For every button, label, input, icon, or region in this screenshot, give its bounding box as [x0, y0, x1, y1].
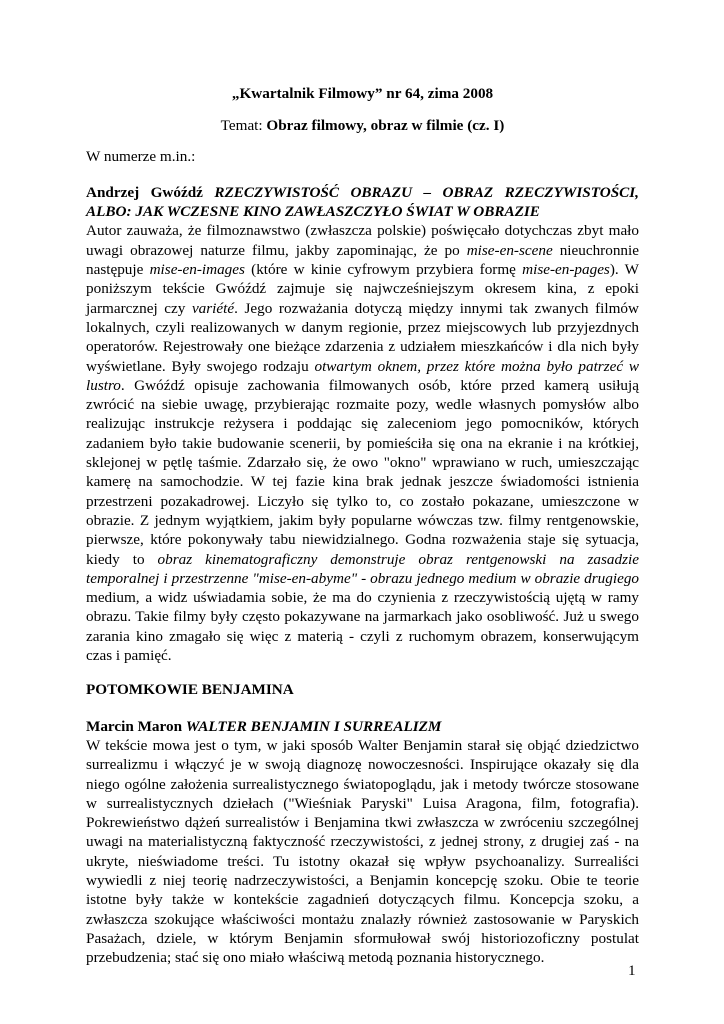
- article-1-body-segment: Autor zauważa, że filmoznawstwo (zwłaszcza polskie) poświęcało dotychczas zbyt mało uwagi obrazowej naturze filmu, jakby zapominając, że po: [86, 222, 639, 259]
- issue-title: „Kwartalnik Filmowy” nr 64, zima 2008: [231, 85, 494, 102]
- article-1-body-segment: medium, a widz uświadamia sobie, że ma do czynienia z rzeczywistością ujętą w ramy obrazu. Takie filmy były często pokazywane na jarmarkach jako osobliwość. Już u swego zarania kino zmagało się więc z materią - czyli z ruchomym obrazem, konserwującym czas i pamięć.: [86, 589, 639, 665]
- topic-value: Obraz filmowy, obraz w filmie (cz. I): [266, 117, 505, 135]
- article-1-body-segment: ). W poniższym tekście Gwóźdź zajmuje się najwcześniejszym okresem kina, z epoki jarmarcznej czy: [86, 261, 639, 317]
- article-2-author: Marcin Maron: [86, 717, 186, 735]
- article-1-body-segment: mise-en-pages: [522, 261, 610, 279]
- document-page: [86, 84, 639, 967]
- topic-line: [86, 116, 639, 135]
- article-1-title: RZECZYWISTOŚĆ OBRAZU – OBRAZ RZECZYWISTOŚCI, ALBO: JAK WCZESNE KINO ZAWŁASZCZYŁO ŚWIAT W OBRAZIE: [86, 183, 639, 221]
- article-1-heading: [86, 183, 639, 222]
- article-2-body: W tekście mowa jest o tym, w jaki sposób Walter Benjamin starał się objąć dziedzictwo surrealizmu i włączyć je w swoją diagnozę nowoczesności. Inspirujące okazały się dla niego ogólne założenia surrealistycznego światopoglądu, jak i metody twórcze stosowane w surrealistycznych dziełach ("Wieśniak Paryski" Luisa Aragona, film, fotografia). Pokrewieństwo dążeń surrealistów i Benjamina tkwi zwłaszcza w zwróceniu szczególnej uwagi na materialistyczną faktyczność rzeczywistości, z jednej strony, z drugiej zaś - na ukryte, nieświadome treści. Tu istotny okazał się wpływ psychoanalizy. Surrealiści wywiedli z niej teorię nadrzeczywistości, a Benjamin koncepcję szoku. Obie te teorie istotne były także w kontekście zagadnień dotyczących filmu. Koncepcja szoku, a zwłaszcza szokujące właściwości montażu znalazły również zastosowanie w Paryskich Pasażach, dziele, w którym Benjamin sformułował swój historiozoficzny postulat przebudzenia; stać się ono miało właściwą metodą poznania historycznego.: [86, 736, 639, 967]
- article-1-body-segment: . Jego rozważania dotyczą między innymi tak zwanych filmów lokalnych, czyli realizowanych w danym regionie, przez miejscowych lub przyjezdnych operatorów. Rejestrowały one bieżące zdarzenia z udziałem mieszkańców i dla nich były wyświetlane. Były swojego rodzaju: [86, 299, 639, 375]
- article-1-body-segment: nieuchronnie następuje: [86, 241, 639, 279]
- article-1-body-segment: . Gwóźdź opisuje zachowania filmowanych osób, które przed kamerą usiłują zwrócić na siebie uwagę, przybierając rozmaite pozy, wedle własnych pomysłów albo realizując instrukcje reżysera i poddając się zaleceniom jego pomocników, których zadaniem było takie budowanie scenerii, by pomieściła się ona na ekranie i na krótkiej, sklejonej w pętlę taśmie. Zdarzało się, że owo "okno" wprawiano w ruch, umieszczając kamerę na samochodzie. W tej fazie kina brak jednak jeszcze świadomości istnienia przestrzeni pozakadrowej. Liczyło się tylko to, co zostało pokazane, umieszczone w obrazie. Z jednym wyjątkiem, jakim były popularne wówczas tzw. filmy rentgenowskie, pierwsze, które pokonywały tabu niewidzialnego. Godna rozważenia staje się sytuacja, kiedy to: [86, 376, 639, 568]
- topic-label: Temat:: [220, 117, 267, 135]
- article-1-body-segment: obraz kinematograficzny demonstruje obraz rentgenowski na zasadzie temporalnej i przestrzenne "mise-en-abyme" - obrazu jednego medium w obrazie drugiego: [86, 550, 639, 587]
- article-2-title: WALTER BENJAMIN I SURREALIZM: [185, 717, 442, 735]
- section-heading: POTOMKOWIE BENJAMINA: [86, 681, 294, 699]
- issue-intro: W numerze m.in.:: [86, 147, 196, 165]
- article-1-body-segment: (które w kinie cyfrowym przybiera formę: [244, 261, 523, 279]
- article-1-body-segment: mise-en-images: [149, 261, 245, 279]
- article-2-heading: [86, 717, 639, 736]
- article-1-body-segment: mise-en-scene: [466, 241, 553, 259]
- article-1-body: [86, 221, 639, 665]
- article-1-author: Andrzej Gwóźdź: [86, 183, 215, 201]
- article-1-body-segment: otwartym oknem, przez które można było patrzeć w lustro: [86, 357, 639, 394]
- article-1-body-segment: variété: [191, 299, 235, 317]
- page-number: 1: [628, 962, 636, 979]
